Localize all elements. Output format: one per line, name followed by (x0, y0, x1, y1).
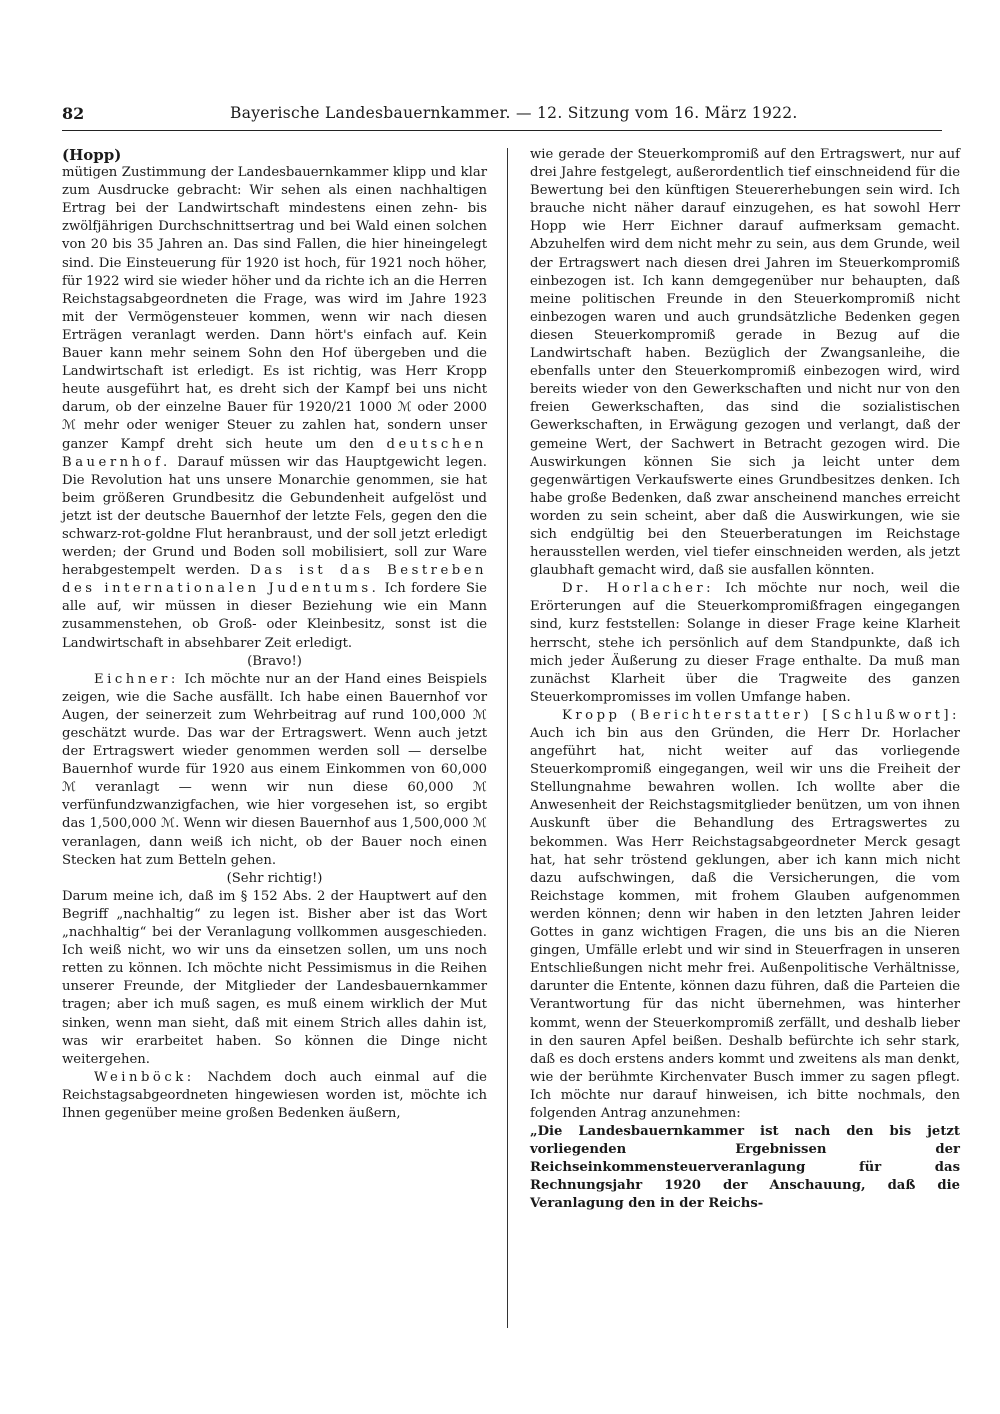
interjection-sehr-richtig: (Sehr richtig!) (226, 870, 323, 886)
paragraph-text: Darauf müssen wir das Hauptgewicht legen. Die Revolution hat uns unsere Monarchie genommen, sie hat beim größeren Grundbesitz die Gebundenheit aufgelöst und jetzt ist der deutsche Bauernhof der letzte Fels, gegen den die schwarz-rot-goldne Flut heranbraust, und der soll jetzt erledigt werden; der Grund und Boden soll mobilisiert, soll zur Ware herabgestempelt werden. (62, 454, 487, 579)
paragraph-eichner (62, 671, 487, 870)
paragraph-text: Nachdem doch auch einmal auf die Reichstagsabgeordneten hingewiesen worden ist, möchte ich Ihnen gegenüber meine großen Bedenken äußern, (62, 1069, 487, 1121)
column-divider (507, 148, 508, 1328)
paragraph-text: Ich möchte nur an der Hand eines Beispiels zeigen, wie die Sache ausfällt. Ich habe einen Bauernhof vor Augen, der seinerzeit zum Wehrbeitrag auf rund 100,000 ℳ geschätzt wurde. Das war der Ertragswert. Wenn auch jetzt der Ertragswert wieder genommen werden soll — derselbe Bauernhof wurde für 1920 aus einem Einkommen von 60,000 ℳ veranlagt — wenn wir nun diese 60,000 ℳ verfünfundzwanzigfachen, wie hier vorgesehen ist, so ergibt das 1,500,000 ℳ. Wenn wir diesen Bauernhof aus 1,500,000 ℳ veranlagen, dann weiß ich nicht, ob der Bauer noch einen Stecken hat zum Betteln gehen. (62, 671, 487, 868)
paragraph-weinboeck-cont: wie gerade der Steuerkompromiß auf den Ertragswert, nur auf drei Jahre festgelegt, außerordentlich tief einschneidend für die Bewertung bei den künftigen Steuererhebungen sein wird. Ich brauche nicht näher darauf einzugehen, es hat sowohl Herr Hopp wie Herr Eichner darauf aufmerksam gemacht. Abzuhelfen wird dem nicht mehr zu sein, aus dem Grunde, weil der Ertragswert nach diesen drei Jahren im Steuerkompromiß einbezogen ist. Ich kann demgegenüber nur behaupten, daß meine politischen Freunde in den Steuerkompromiß nicht einbezogen waren und auch grundsätzliche Bedenken gegen diesen Steuerkompromiß gerade in Bezug auf die Landwirtschaft haben. Bezüglich der Zwangsanleihe, die ebenfalls unter den Steuerkompromiß einbezogen wird, wird bereits wieder von den Gewerkschaften und nicht nur von den freien Gewerkschaften, das sind die sozialistischen Gewerkschaften, in Erwägung gezogen und verlangt, daß der gemeine Wert, der Sachwert in Betracht gezogen wird. Die Auswirkungen können Sie sich ja leicht unter dem gegenwärtigen Verkaufswerte eines Grundbesitzes denken. Ich habe große Bedenken, daß zwar anscheinend manches erreicht worden zu sein scheint, aber daß die Auswirkungen, wie sie sich endgültig bei den Steuerberatungen im Reichstage herausstellen werden, viel tiefer einschneiden werden, als jetzt glaubhaft gemacht wird, daß sie ausfallen könnten. (530, 147, 960, 579)
paragraph-text: Ich möchte nur noch, weil die Erörterungen auf die Steuerkompromißfragen eingegangen sind, kurz feststellen: Solange in dieser Frage keine Klarheit herrscht, stehe ich persönlich auf dem Standpunkte, daß ich mich jeder Äußerung zu dieser Frage enthalte. Da muß man zunächst Klarheit über die Tragweite des ganzen Steuerkompromisses im vollen Umfange haben. (530, 581, 960, 705)
left-column (62, 146, 487, 1123)
speaker-name: Kropp (Berichterstatter) [Schlußwort]: (562, 707, 960, 723)
page-number: 82 (62, 104, 85, 123)
paragraph-kropp (530, 707, 960, 1123)
paragraph-text: Auch ich bin aus den Gründen, die Herr Dr. Horlacher angeführt hat, nicht weiter auf das vorliegende Steuerkompromiß eingegangen, weil wir uns die Freiheit der Stellungnahme bewahren wollen. Ich wollte aber die Anwesenheit der Reichstagsmitglieder benützen, um von ihnen Auskunft über die Behandlung des Ertragswertes zu bekommen. Was Herr Reichstagsabgeordneter Merck gesagt hat, hat sehr tröstend geklungen, aber ich kann mich nicht dazu aufschwingen, daß die Versicherungen, die vom Reichstage kommen, mit frohem Glauben aufgenommen werden können; denn wir haben in den letzten Jahren leider Gottes in ganz wichtigen Fragen, die uns bis an die Nieren gingen, Umfälle erlebt und wir sind in Steuerfragen in unseren Entschließungen nicht mehr frei. Außenpolitische Verhältnisse, darunter die Entente, können dazu führen, daß die Parteien die Verantwortung für das nicht übernehmen, was hinterher kommt, wenn der Steuerkompromiß zerfällt, und deshalb lieber in den sauren Apfel beißen. Deshalb befürchte ich sehr stark, daß es doch erstens anders kommt und zweitens als man denkt, wie der berühmte Kirchenvater Busch immer zu sagen pflegt. Ich möchte nur darauf hinweisen, ich bitte nochmals, den folgenden Antrag anzunehmen: (530, 726, 960, 1121)
paragraph-eichner-cont: Darum meine ich, daß im § 152 Abs. 2 der Hauptwert auf den Begriff „nachhaltig“ zu legen ist. Bisher aber ist das Wort „nachhaltig“ bei der Veranlagung vollkommen ausgeschieden. Ich weiß nicht, wo wir uns da einsetzen sollen, um uns noch retten zu können. Ich möchte nicht Pessimismus in die Reihen unserer Freunde, der Mitglieder der Landesbauernkammer tragen; aber ich muß sagen, es muß einem wirklich der Mut sinken, wenn man sieht, daß mit einem Strich alles dahin ist, was wir erarbeitet haben. So können die Dinge nicht weitergehen. (62, 888, 487, 1067)
right-column (530, 146, 960, 1214)
speaker-name: Eichner: (94, 671, 179, 687)
running-title: Bayerische Landesbauernkammer. — 12. Sitzung vom 16. März 1922. (230, 104, 798, 122)
paragraph-horlacher (530, 580, 960, 707)
speaker-name: Dr. Horlacher: (562, 581, 715, 597)
interjection-bravo: (Bravo!) (247, 653, 302, 669)
paragraph-text: mütigen Zustimmung der Landesbauernkammer klipp und klar zum Ausdrucke gebracht: Wir sehen als einen nachhaltigen Ertrag bei der Landwirtschaft mindestens einen zehn- bis zwölfjährigen Durchschnittsertrag und bei Wald einen solchen von 20 bis 35 Jahren an. Das sind Fallen, die hier hineingelegt sind. Die Einsteuerung für 1920 ist hoch, für 1921 noch höher, für 1922 wird sie wieder höher und da richte ich an die Herren Reichstagsabgeordneten die Frage, was wird im Jahre 1923 mit der Vermögensteuer kommen, wenn wir nach diesen Erträgen veranlagt werden. Dann hört's einfach auf. Kein Bauer kann mehr seinem Sohn den Hof übergeben und die Landwirtschaft ist erledigt. Es ist richtig, was Herr Kropp heute ausgeführt hat, es dreht sich der Kampf bei uns nicht darum, ob der einzelne Bauer für 1920/21 1000 ℳ oder 2000 ℳ mehr oder weniger Steuer zu zahlen hat, sondern unser ganzer Kampf dreht sich heute um den (62, 165, 487, 452)
paragraph-text: Ich fordere Sie alle auf, wir müssen in dieser Beziehung wie ein Mann zusammenstehen, ob Groß- oder Kleinbesitz, sonst ist die Landwirtschaft in absehbarer Zeit erledigt. (62, 581, 487, 651)
continued-speaker-tag: (Hopp) (62, 146, 122, 164)
speaker-name: Weinböck: (94, 1069, 195, 1085)
page-header (62, 104, 942, 131)
paragraph-hopp (62, 164, 487, 653)
emphasized-text: Das ist das Bestreben des internationalen Judentums. (62, 563, 488, 597)
paragraph-weinboeck (62, 1069, 487, 1123)
emphasized-text: deutschen Bauernhof. (62, 436, 487, 470)
motion-quote: „Die Landesbauernkammer ist nach den bis jetzt vorliegenden Ergebnissen der Reichseinkommensteuerveranlagung für das Rechnungsjahr 1920 der Anschauung, daß die Veranlagung den in der Reichs- (530, 1124, 960, 1212)
